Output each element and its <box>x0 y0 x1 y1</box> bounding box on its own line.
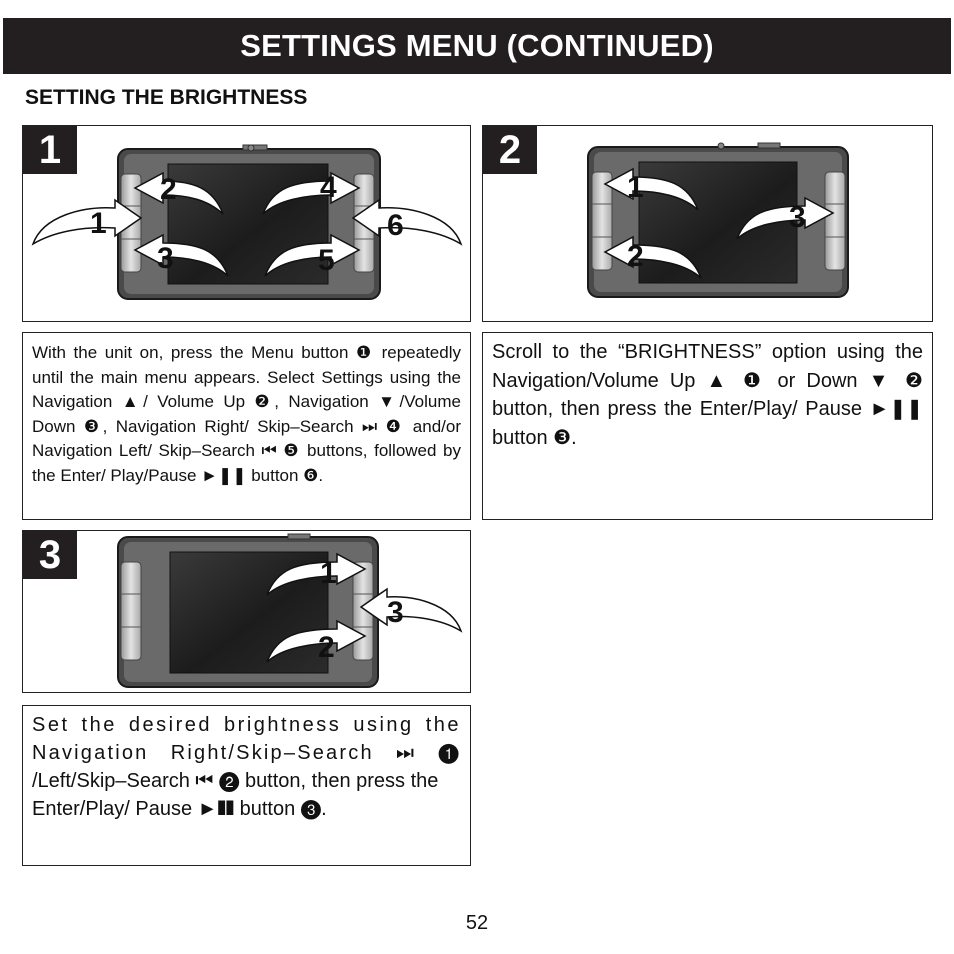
step-3-line-rest: /Left/Skip–Search ⏮ ❷ button, then press the Enter/Play/ Pause ►❚❚ button ❸. <box>32 770 439 820</box>
callout-number: 2 <box>318 631 335 664</box>
device-illustration-2 <box>483 126 933 322</box>
step-3-line-1: Set the desired brightness using the <box>32 714 461 736</box>
callout-number: 1 <box>627 171 644 204</box>
header-bar <box>3 18 951 74</box>
section-title: SETTING THE BRIGHTNESS <box>25 86 308 109</box>
callout-number: 3 <box>789 201 806 234</box>
step-2-panel <box>482 125 933 322</box>
step-1-panel <box>22 125 471 322</box>
callout-number: 6 <box>387 209 404 242</box>
page-number: 52 <box>465 912 489 934</box>
step-3-badge: 3 <box>23 531 77 579</box>
step-2-badge: 2 <box>483 126 537 174</box>
callout-number: 1 <box>320 557 337 590</box>
callout-number: 3 <box>157 242 174 275</box>
device-illustration-1 <box>23 126 471 322</box>
callout-number: 4 <box>320 171 337 204</box>
step-3-instructions <box>22 705 471 866</box>
callout-number: 2 <box>627 240 644 273</box>
step-3-panel <box>22 530 471 693</box>
callout-number: 3 <box>387 596 404 629</box>
step-1-badge: 1 <box>23 126 77 174</box>
step-2-instructions: Scroll to the “BRIGHTNESS” option using the Navigation/Volume Up ▲ ❶ or Down ▼ ❷ button, then press the Enter/Play/ Pause ►❚❚ button ❸. <box>482 332 933 520</box>
callout-number: 1 <box>90 207 107 240</box>
callout-number: 2 <box>160 173 177 206</box>
device-illustration-3 <box>23 531 471 693</box>
callout-number: 5 <box>318 244 335 277</box>
page-title: SETTINGS MENU (CONTINUED) <box>240 28 714 63</box>
step-1-instructions: With the unit on, press the Menu button ❶ repeatedly until the main menu appears. Select Settings using the Navigation ▲/ Volume Up ❷, Navigation ▼/Volume Down ❸, Navigation Right/ Skip–Search ⏭ ❹ and/or Navigation Left/ Skip–Search ⏮ ❺ buttons, followed by the Enter/ Play/Pause ►❚❚ button ❻. <box>22 332 471 520</box>
step-3-line-2: Navigation Right/Skip–Search ⏭ ❶ <box>32 742 461 764</box>
